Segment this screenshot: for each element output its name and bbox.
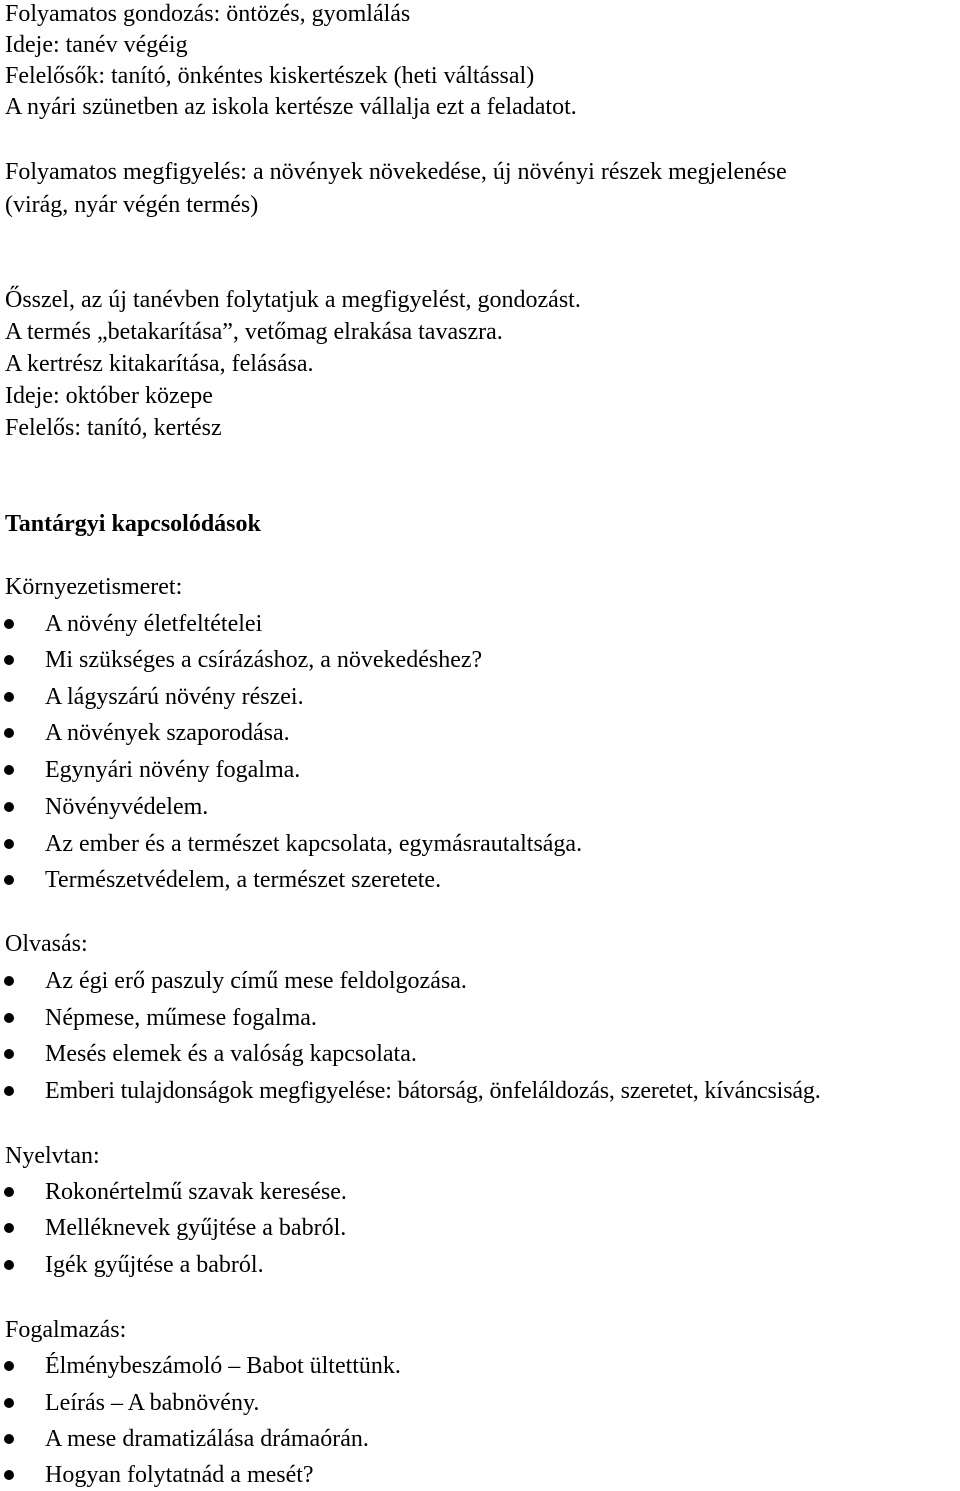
list-item-text: Rokonértelmű szavak keresése. bbox=[45, 1179, 347, 1205]
list-item bbox=[0, 1251, 960, 1279]
intro-line-summer: A nyári szünetben az iskola kertésze vállalja ezt a feladatot. bbox=[5, 94, 577, 120]
list-item bbox=[0, 1004, 960, 1032]
bullet-icon bbox=[4, 875, 14, 885]
list-item-text: Mesés elemek és a valóság kapcsolata. bbox=[45, 1041, 417, 1067]
list-item-text: Igék gyűjtése a babról. bbox=[45, 1252, 264, 1278]
intro-line-time: Ideje: tanév végéig bbox=[5, 32, 188, 58]
list-item bbox=[0, 756, 960, 784]
bullet-icon bbox=[4, 1361, 14, 1371]
bullet-icon bbox=[4, 765, 14, 775]
list-item bbox=[0, 1214, 960, 1242]
list-item-text: Az ember és a természet kapcsolata, egymásrautaltsága. bbox=[45, 831, 583, 857]
subject-heading: Nyelvtan: bbox=[5, 1143, 100, 1169]
list-item-text: A növények szaporodása. bbox=[45, 720, 290, 746]
autumn-line-2: A termés „betakarítása”, vetőmag elrakása tavaszra. bbox=[5, 319, 503, 345]
list-item bbox=[0, 610, 960, 638]
list-item bbox=[0, 830, 960, 858]
list-item bbox=[0, 793, 960, 821]
list-item bbox=[0, 866, 960, 894]
list-item bbox=[0, 1461, 960, 1489]
subject-heading: Olvasás: bbox=[5, 931, 88, 957]
bullet-icon bbox=[4, 1187, 14, 1197]
list-item bbox=[0, 1425, 960, 1453]
list-item-text: A mese dramatizálása drámaórán. bbox=[45, 1426, 369, 1452]
autumn-line-responsible: Felelős: tanító, kertész bbox=[5, 415, 222, 441]
bullet-icon bbox=[4, 1223, 14, 1233]
bullet-icon bbox=[4, 1086, 14, 1096]
list-item-text: Emberi tulajdonságok megfigyelése: bátorság, önfeláldozás, szeretet, kíváncsiság. bbox=[45, 1078, 821, 1104]
intro-line-care: Folyamatos gondozás: öntözés, gyomlálás bbox=[5, 1, 411, 27]
list-item-text: Leírás – A babnövény. bbox=[45, 1390, 260, 1416]
autumn-line-1: Ősszel, az új tanévben folytatjuk a megfigyelést, gondozást. bbox=[5, 287, 581, 313]
list-item bbox=[0, 683, 960, 711]
list-item-text: A növény életfeltételei bbox=[45, 611, 263, 637]
bullet-icon bbox=[4, 619, 14, 629]
section-title: Tantárgyi kapcsolódások bbox=[5, 511, 261, 537]
list-item-text: Mi szükséges a csírázáshoz, a növekedéshez? bbox=[45, 647, 483, 673]
bullet-icon bbox=[4, 1398, 14, 1408]
list-item-text: Melléknevek gyűjtése a babról. bbox=[45, 1215, 347, 1241]
intro-line-responsible: Felelősők: tanító, önkéntes kiskertészek (heti váltással) bbox=[5, 63, 535, 89]
subject-heading: Fogalmazás: bbox=[5, 1317, 127, 1343]
bullet-icon bbox=[4, 1013, 14, 1023]
bullet-icon bbox=[4, 692, 14, 702]
bullet-icon bbox=[4, 1260, 14, 1270]
list-item bbox=[0, 1178, 960, 1206]
list-item bbox=[0, 967, 960, 995]
list-item-text: Élménybeszámoló – Babot ültettünk. bbox=[45, 1353, 401, 1379]
list-item-text: Népmese, műmese fogalma. bbox=[45, 1005, 317, 1031]
list-item bbox=[0, 1352, 960, 1380]
list-item-text: A lágyszárú növény részei. bbox=[45, 684, 304, 710]
bullet-icon bbox=[4, 976, 14, 986]
bullet-icon bbox=[4, 728, 14, 738]
autumn-line-time: Ideje: október közepe bbox=[5, 383, 213, 409]
list-item bbox=[0, 1389, 960, 1417]
observation-line-2: (virág, nyár végén termés) bbox=[5, 192, 259, 218]
list-item-text: Az égi erő paszuly című mese feldolgozása. bbox=[45, 968, 467, 994]
bullet-icon bbox=[4, 1434, 14, 1444]
observation-line-1: Folyamatos megfigyelés: a növények növekedése, új növényi részek megjelenése bbox=[5, 159, 787, 185]
subject-heading: Környezetismeret: bbox=[5, 574, 183, 600]
list-item bbox=[0, 1077, 960, 1105]
list-item bbox=[0, 719, 960, 747]
list-item bbox=[0, 1040, 960, 1068]
bullet-icon bbox=[4, 1470, 14, 1480]
list-item-text: Növényvédelem. bbox=[45, 794, 209, 820]
bullet-icon bbox=[4, 655, 14, 665]
list-item-text: Egynyári növény fogalma. bbox=[45, 757, 301, 783]
bullet-icon bbox=[4, 802, 14, 812]
autumn-line-3: A kertrész kitakarítása, felásása. bbox=[5, 351, 314, 377]
list-item bbox=[0, 646, 960, 674]
bullet-icon bbox=[4, 1049, 14, 1059]
list-item-text: Természetvédelem, a természet szeretete. bbox=[45, 867, 442, 893]
list-item-text: Hogyan folytatnád a mesét? bbox=[45, 1462, 314, 1488]
bullet-icon bbox=[4, 839, 14, 849]
